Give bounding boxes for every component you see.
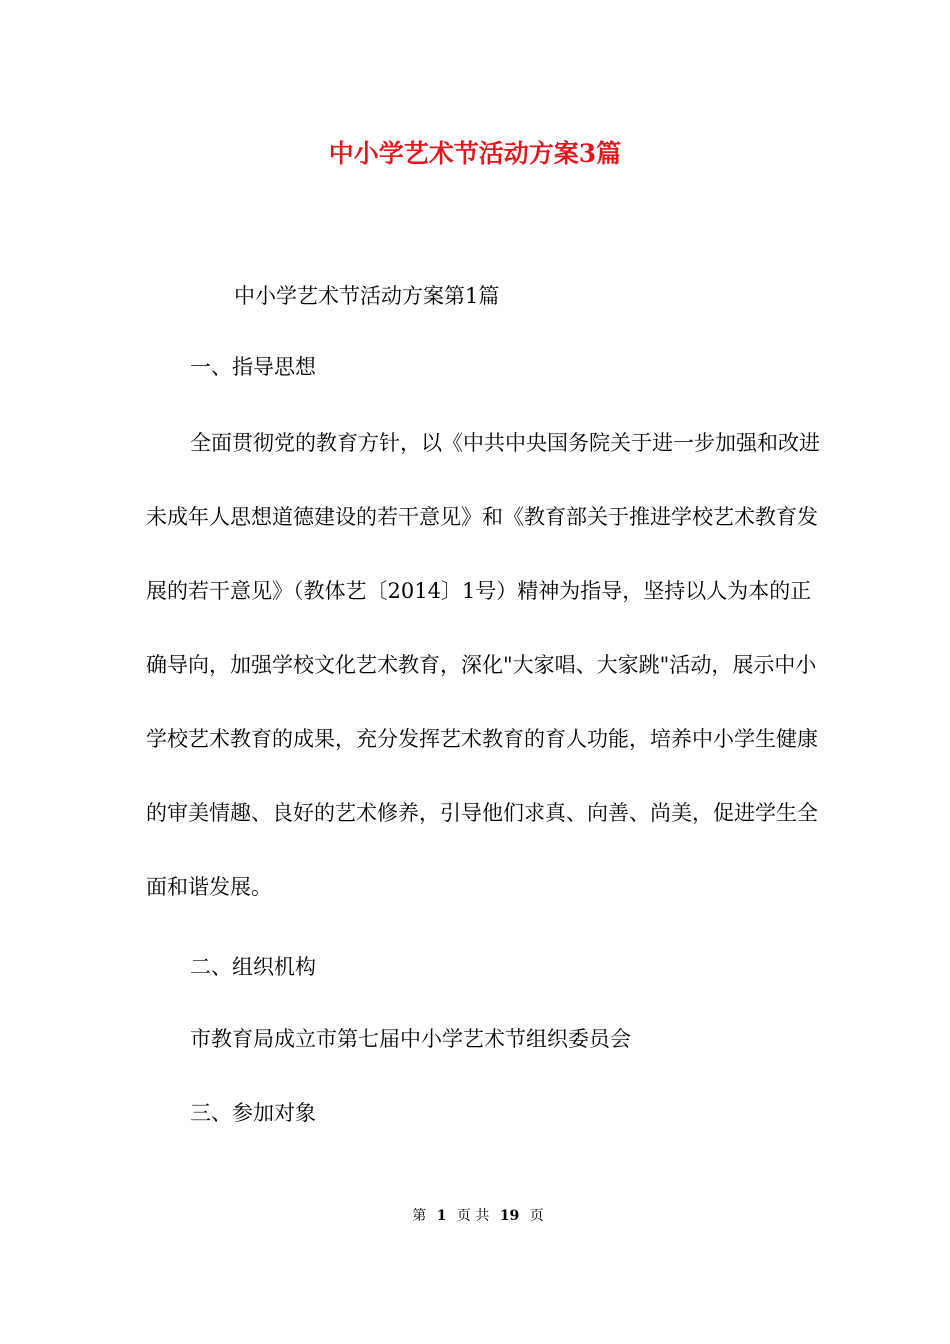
footer-prefix: 第 [412,1208,427,1224]
document-subtitle: 中小学艺术节活动方案第1篇 [234,284,500,308]
paragraph-guiding-ideology: 全面贯彻党的教育方针，以《中共中央国务院关于进一步加强和改进未成年人思想道德建设的若干意见》和《教育部关于推进学校艺术教育发展的若干意见》（教体艺〔2014〕1号）精神为指导，坚持以人为本的正确导向，加强学校文化艺术教育，深化"大家唱、大家跳"活动，展示中小学校艺术教育的成果，充分发挥艺术教育的育人功能，培养中小学生健康的审美情趣、良好的艺术修养，引导他们求真、向善、尚美，促进学生全面和谐发展。 [146,431,820,899]
section-heading-organization: 二、组织机构 [190,955,316,979]
footer-current-page: 1 [436,1208,447,1224]
section-heading-participants: 三、参加对象 [190,1101,316,1125]
page-footer [0,1206,950,1226]
page-title: 中小学艺术节活动方案3篇 [328,139,622,168]
section-heading-guiding-ideology: 一、指导思想 [190,355,316,379]
footer-suffix: 页 [529,1208,544,1224]
footer-middle: 页 共 [456,1208,490,1224]
paragraph-organization: 市教育局成立市第七届中小学艺术节组织委员会 [190,1027,631,1051]
footer-total-pages: 19 [499,1208,520,1224]
